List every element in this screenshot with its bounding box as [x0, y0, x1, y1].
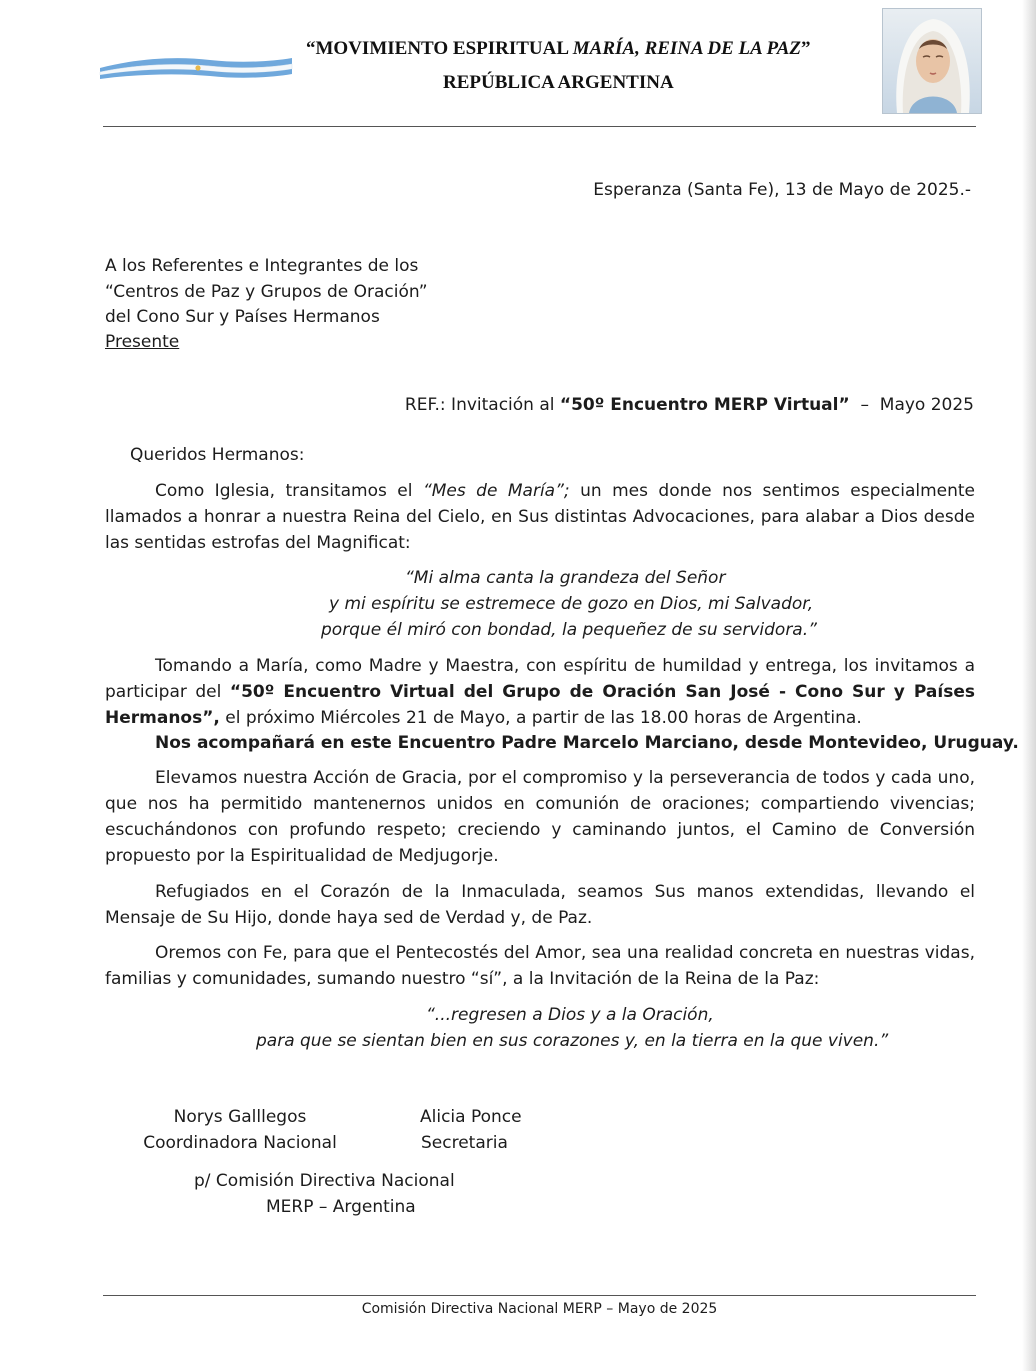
signer-1-role: Coordinadora Nacional	[143, 1133, 337, 1153]
reference-line: REF.: Invitación al “50º Encuentro MERP Virtual” – Mayo 2025	[404, 395, 974, 415]
recipient-line-3: del Cono Sur y Países Hermanos	[105, 307, 380, 327]
signer-2-name: Alicia Ponce	[420, 1107, 522, 1127]
header-divider	[103, 126, 976, 127]
message-quote-line-1: “...regresen a Dios y a la Oración,	[426, 1005, 714, 1025]
letter-date: Esperanza (Santa Fe), 13 de Mayo de 2025.-	[593, 180, 971, 200]
virgin-mary-portrait-image	[882, 8, 982, 114]
message-quote-line-2: para que se sientan bien en sus corazones y, en la tierra en la que viven.”	[256, 1031, 889, 1051]
paragraph-3: Elevamos nuestra Acción de Gracia, por el compromiso y la perseverancia de todos y cada uno, que nos ha permitido mantenernos unidos en comunión de oraciones; compartiendo vivencias; escuchándonos con profundo respeto; creciendo y caminando juntos, el Camino de Conversión propuesto por la Espiritualidad de Medjugorje.	[105, 768, 975, 866]
signer-1-name: Norys Galllegos	[173, 1107, 307, 1127]
magnificat-line-3: porque él miró con bondad, la pequeñez de su servidora.”	[321, 620, 817, 640]
organization-subtitle: REPÚBLICA ARGENTINA	[443, 72, 674, 93]
organization-signature-line-1: p/ Comisión Directiva Nacional	[194, 1171, 455, 1191]
organization-signature-line-2: MERP – Argentina	[266, 1197, 416, 1217]
magnificat-line-2: y mi espíritu se estremece de gozo en Dios, mi Salvador,	[329, 594, 814, 614]
greeting: Queridos Hermanos:	[130, 445, 305, 465]
paragraph-2: Tomando a María, como Madre y Maestra, con espíritu de humildad y entrega, los invitamos a participar del “50º Encuentro Virtual del Grupo de Oración San José - Cono Sur y Países Hermanos”, el próximo Miércoles 21 de Mayo, a partir de las 18.00 horas de Argentina.	[105, 656, 975, 728]
paragraph-4: Refugiados en el Corazón de la Inmaculada, seamos Sus manos extendidas, llevando el Mensaje de Su Hijo, donde haya sed de Verdad y, de Paz.	[105, 882, 975, 928]
page-shadow	[1022, 0, 1036, 1371]
footer-text: Comisión Directiva Nacional MERP – Mayo de 2025	[361, 1301, 718, 1317]
paragraph-5: Oremos con Fe, para que el Pentecostés del Amor, sea una realidad concreta en nuestras vidas, familias y comunidades, sumando nuestro “sí”, a la Invitación de la Reina de la Paz:	[105, 943, 975, 989]
paragraph-1: Como Iglesia, transitamos el “Mes de María”; un mes donde nos sentimos especialmente llamados a honrar a nuestra Reina del Cielo, en Sus distintas Advocaciones, para alabar a Dios desde las sentidas estrofas del Magnificat:	[105, 481, 976, 553]
recipient-line-1: A los Referentes e Integrantes de los	[105, 256, 419, 276]
guest-announcement: Nos acompañará en este Encuentro Padre Marcelo Marciano, desde Montevideo, Uruguay.	[155, 733, 1019, 753]
footer-divider	[103, 1295, 976, 1296]
organization-title: “MOVIMIENTO ESPIRITUAL MARÍA, REINA DE LA PAZ”	[306, 38, 811, 59]
recipient-line-2: “Centros de Paz y Grupos de Oración”	[105, 282, 428, 302]
presente-label: Presente	[105, 332, 180, 352]
argentina-flag-icon	[98, 54, 294, 80]
signer-2-role: Secretaria	[421, 1133, 508, 1153]
magnificat-line-1: “Mi alma canta la grandeza del Señor	[405, 568, 726, 588]
